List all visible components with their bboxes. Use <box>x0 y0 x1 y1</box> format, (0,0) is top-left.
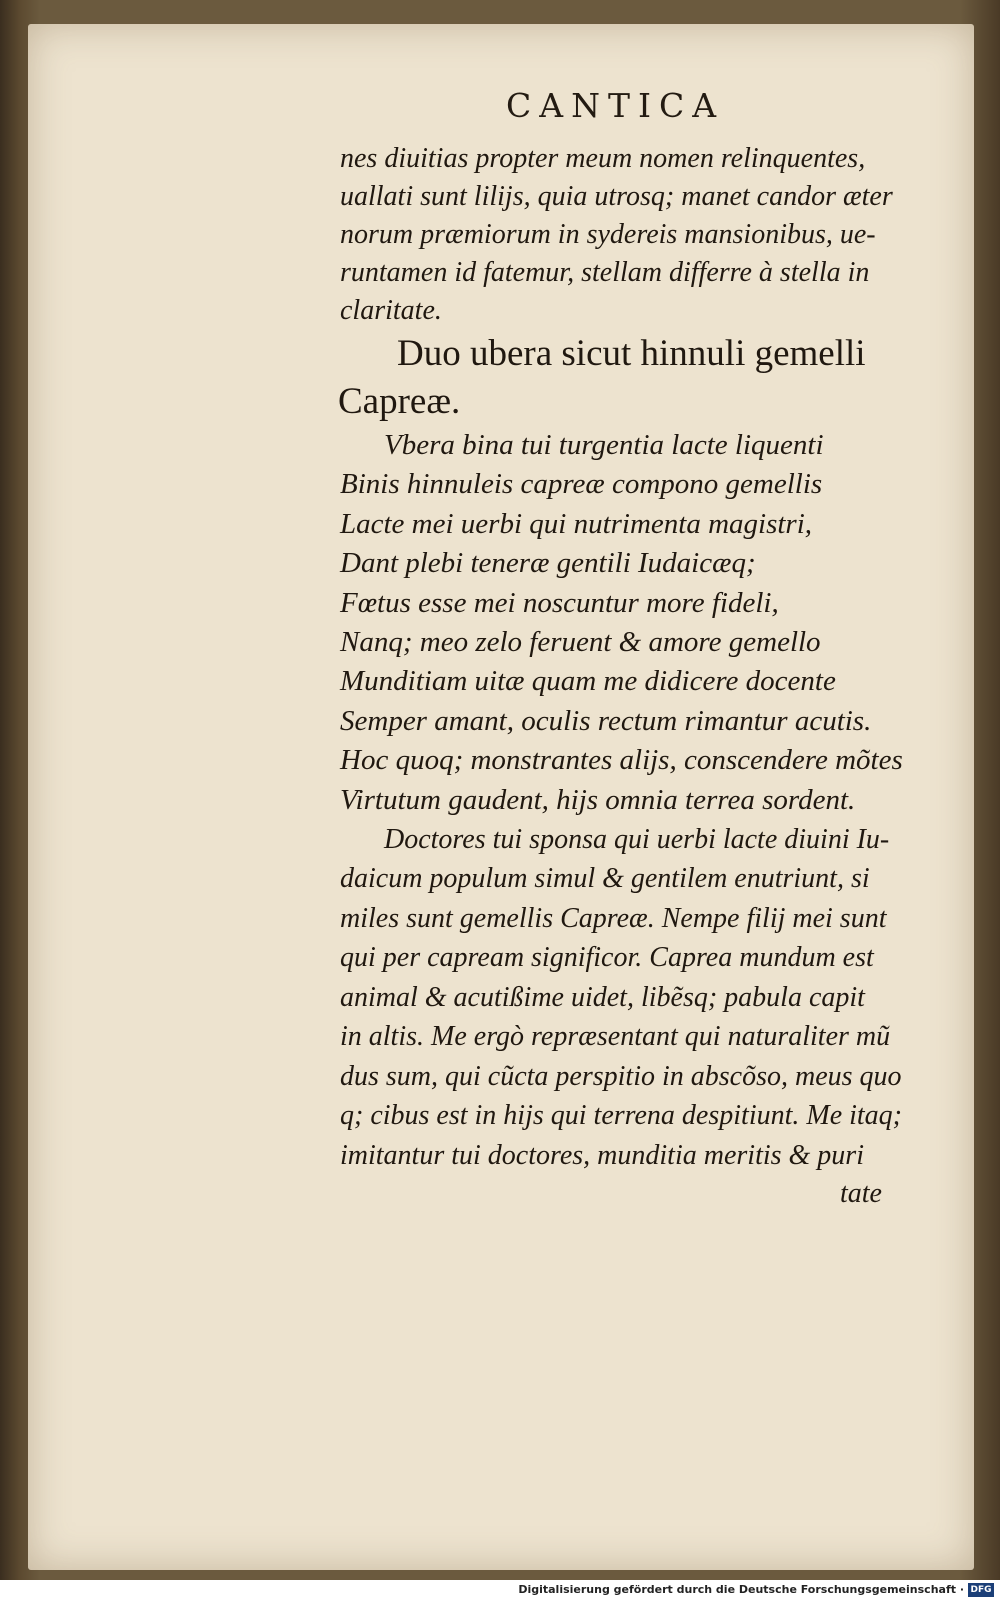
text-line: uallati sunt lilijs, quia utrosq; manet candor æter <box>340 181 893 212</box>
verse-line: Binis hinnuleis capreæ compono gemellis <box>340 468 823 501</box>
verse-line: Virtutum gaudent, hijs omnia terrea sordent. <box>340 783 856 816</box>
page-text <box>340 140 940 1213</box>
verse-line: Fœtus esse mei noscuntur more fideli, <box>340 586 779 619</box>
verse-line: Dant plebi teneræ gentili Iudaicæq; <box>340 547 756 580</box>
verse-line: Semper amant, oculis rectum rimantur acutis. <box>340 704 872 737</box>
commentary-line: animal & acutißime uidet, libẽsq; pabula capit <box>340 981 865 1013</box>
verse-line: Lacte mei uerbi qui nutrimenta magistri, <box>340 507 813 540</box>
digitization-footer <box>0 1580 1000 1602</box>
verse-line: Munditiam uitæ quam me didicere docente <box>340 665 836 698</box>
lemma-heading: Duo ubera sicut hinnuli gemelli <box>397 333 866 374</box>
verse-line: Vbera bina tui turgentia lacte liquenti <box>384 429 824 461</box>
verse-line: Hoc quoq; monstrantes alijs, conscendere mõtes <box>340 744 903 777</box>
verse-line: Nanq; meo zelo feruent & amore gemello <box>340 625 821 658</box>
commentary-line: in altis. Me ergò repræsentant qui naturaliter mũ <box>340 1021 891 1053</box>
commentary-line: miles sunt gemellis Capreæ. Nempe filij mei sunt <box>340 902 887 934</box>
running-head: CANTICA <box>506 86 725 125</box>
lemma-heading: Capreæ. <box>338 381 461 422</box>
commentary-line: q; cibus est in hijs qui terrena despitiunt. Me itaq; <box>340 1100 903 1132</box>
footer-credit: Digitalisierung gefördert durch die Deutsche Forschungsgemeinschaft · <box>518 1583 964 1596</box>
catchword: tate <box>840 1178 882 1210</box>
text-line: claritate. <box>340 295 442 326</box>
commentary-line: imitantur tui doctores, munditia meritis & puri <box>340 1139 864 1171</box>
commentary-line: daicum populum simul & gentilem enutriunt, si <box>340 863 870 895</box>
commentary-line: Doctores tui sponsa qui uerbi lacte diuini Iu- <box>384 823 890 855</box>
text-line: norum præmiorum in sydereis mansionibus, ue- <box>340 219 876 250</box>
commentary-line: qui per capream significor. Caprea mundum est <box>340 942 874 974</box>
dfg-logo-icon: DFG <box>968 1583 994 1597</box>
commentary-line: dus sum, qui cũcta perspitio in abscõso, meus quo <box>340 1060 902 1092</box>
text-line: nes diuitias propter meum nomen relinquentes, <box>340 143 866 174</box>
text-line: runtamen id fatemur, stellam differre à stella in <box>340 257 870 288</box>
